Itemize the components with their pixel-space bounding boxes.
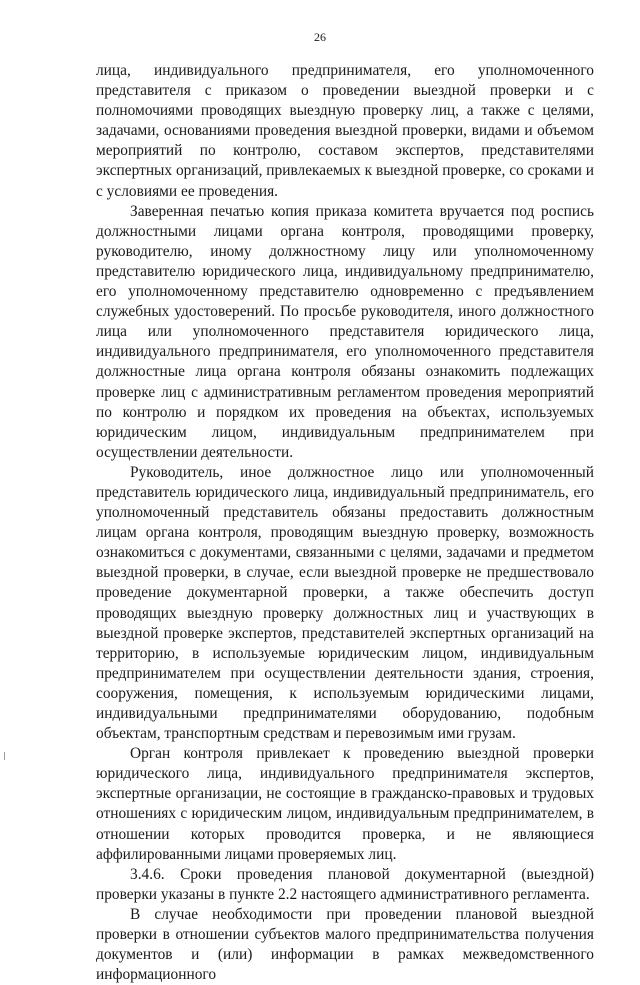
paragraph-small-business: В случае необходимости при проведении плановой выездной проверки в отношении субъектов малого предпринимательства получения документов и (или) информации в рамках межведомственного информационного xyxy=(96,905,594,984)
paragraph-access-obligations: Руководитель, иное должностное лицо или уполномоченный представитель юридического лица, индивидуальный предприниматель, его уполномоченный представитель обязаны предоставить должностным лицам органа контроля, проводящим выездную проверку, возможность ознакомиться с документами, связанными с целями, задачами и предметом выездной проверки, в случае, если выездной проверке не предшествовало проведение документарной проверки, а также обеспечить доступ проводящих выездную проверку должностных лиц и участвующих в выездной проверке экспертов, представителей экспертных организаций на территорию, в используемые юридическим лицом, индивидуальным предпринимателем при осуществлении деятельности здания, строения, сооружения, помещения, к используемым юридическими лицами, индивидуальными предпринимателями оборудованию, подобным объектам, транспортным средствам и перевозимым ими грузам. xyxy=(96,463,594,743)
document-body xyxy=(96,61,594,985)
paragraph-order-copy: Заверенная печатью копия приказа комитета вручается под роспись должностными лицами органа контроля, проводящими проверку, руководителю, иному должностному лицу или уполномоченному представителю юридического лица, индивидуальному предпринимателю, его уполномоченному представителю одновременно с предъявлением служебных удостоверений. По просьбе руководителя, иного должностного лица или уполномоченного представителя юридического лица, индивидуального предпринимателя, его уполномоченного представителя должностные лица органа контроля обязаны ознакомить подлежащих проверке лиц с административным регламентом проведения мероприятий по контролю и порядком их проведения на объектах, используемых юридическим лицом, индивидуальным предпринимателем при осуществлении деятельности. xyxy=(96,202,594,461)
page-number: 26 xyxy=(314,30,326,44)
scan-margin-mark xyxy=(4,752,5,760)
paragraph-continuation: лица, индивидуального предпринимателя, его уполномоченного представителя с приказом о проведении выездной проверки и с полномочиями проводящих выездную проверку лиц, а также с целями, задачами, основаниями проведения выездной проверки, видами и объемом мероприятий по контролю, составом экспертов, представителями экспертных организаций, привлекаемых к выездной проверке, со сроками и с условиями ее проведения. xyxy=(96,62,594,200)
paragraph-experts: Орган контроля привлекает к проведению выездной проверки юридического лица, индивидуального предпринимателя экспертов, экспертные организации, не состоящие в гражданско-правовых и трудовых отношениях с юридическим лицом, индивидуальным предпринимателем, в отношении которых проводится проверка, и не являющиеся аффилированными лицами проверяемых лиц. xyxy=(96,745,594,863)
paragraph-section-3-4-6: 3.4.6. Сроки проведения плановой документарной (выездной) проверки указаны в пункте 2.2 настоящего административного регламента. xyxy=(96,865,594,903)
